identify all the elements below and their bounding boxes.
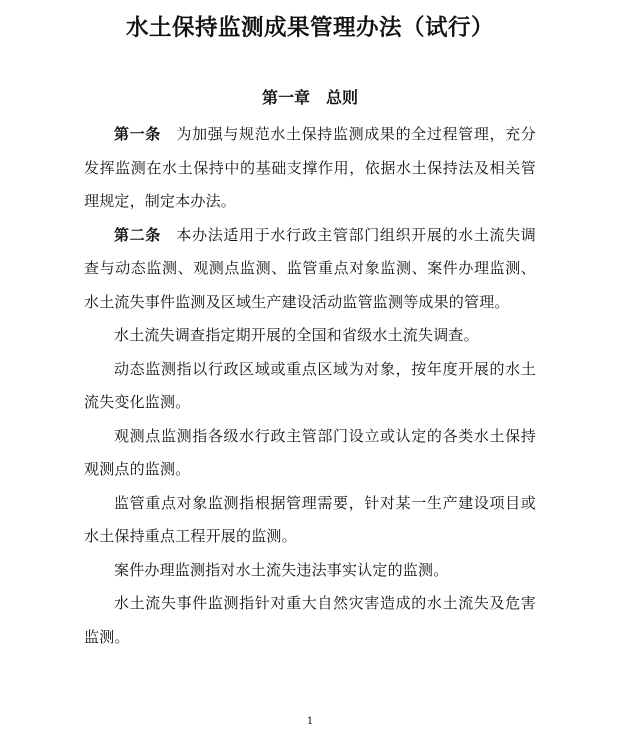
article-text: 本办法适用于水行政主管部门组织开展的水土流失调查与动态监测、观测点监测、监管重点对象监测、案件办理监测、水土流失事件监测及区域生产建设活动监管监测等成果的管理。	[84, 225, 536, 311]
chapter-heading: 第一章 总则	[261, 88, 358, 107]
paragraph-survey: 水土流失调查指定期开展的全国和省级水土流失调查。	[114, 326, 479, 344]
article-1	[84, 118, 536, 219]
article-text: 为加强与规范水土保持监测成果的全过程管理，充分发挥监测在水土保持中的基础支撑作用，依据水土保持法及相关管理规定，制定本办法。	[84, 125, 536, 210]
page-number: 1	[306, 716, 314, 727]
document-body	[84, 118, 536, 654]
article-2	[84, 219, 536, 320]
paragraph-event-monitoring: 水土流失事件监测指针对重大自然灾害造成的水土流失及危害监测。	[84, 594, 536, 646]
article-label: 第二条	[114, 225, 161, 244]
document-title: 水土保持监测成果管理办法（试行）	[125, 15, 494, 41]
article-label: 第一条	[114, 125, 161, 143]
paragraph-station-monitoring: 观测点监测指各级水行政主管部门设立或认定的各类水土保持观测点的监测。	[84, 426, 536, 478]
paragraph-key-object-monitoring: 监管重点对象监测指根据管理需要，针对某一生产建设项目或水土保持重点工程开展的监测。	[84, 493, 536, 545]
paragraph-case-monitoring: 案件办理监测指对水土流失违法事实认定的监测。	[114, 560, 449, 579]
paragraph-dynamic-monitoring: 动态监测指以行政区域或重点区域为对象，按年度开展的水土流失变化监测。	[84, 359, 536, 411]
